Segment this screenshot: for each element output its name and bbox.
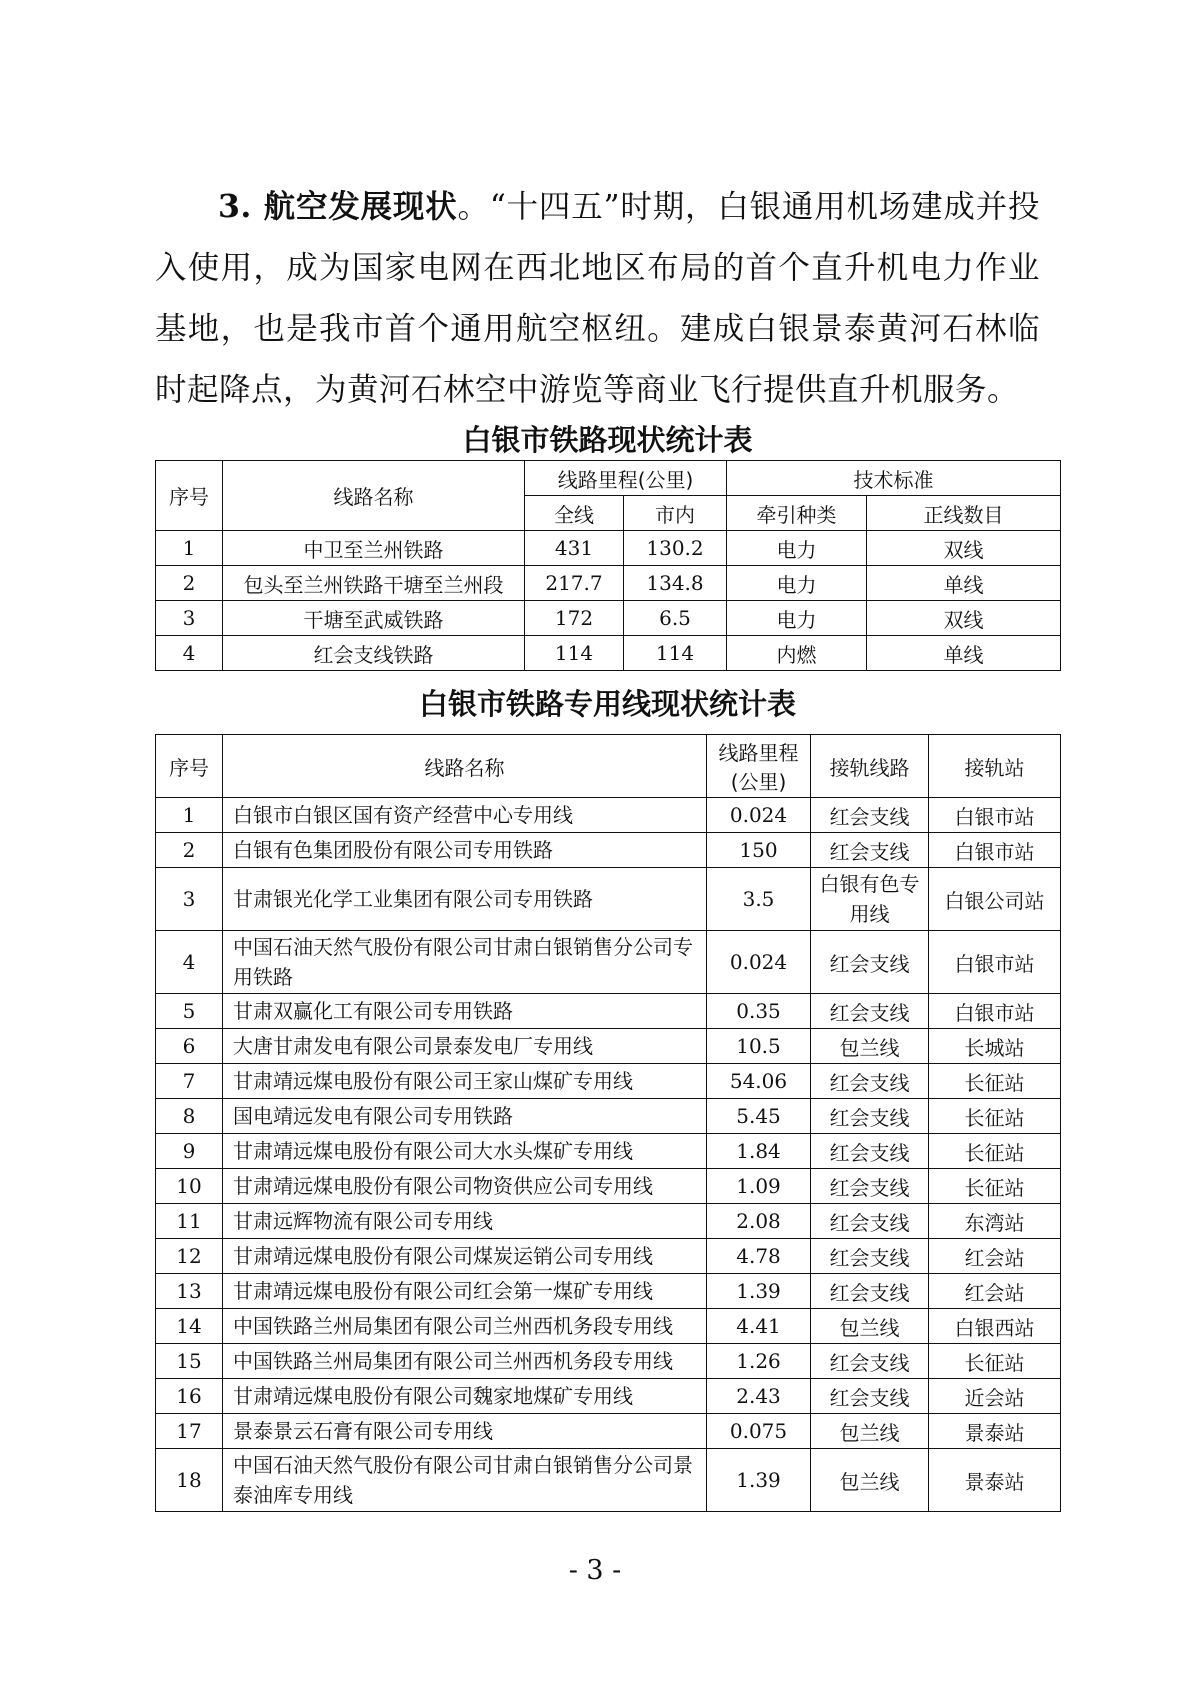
cell-name: 甘肃靖远煤电股份有限公司大水头煤矿专用线 [223, 1134, 707, 1169]
cell-junction-station: 红会站 [929, 1274, 1061, 1309]
cell-name: 中国石油天然气股份有限公司甘肃白银销售分公司专用铁路 [223, 931, 707, 994]
cell-seq: 12 [156, 1239, 223, 1274]
header-mileage: 线路里程(公里) [707, 735, 811, 798]
cell-seq: 2 [156, 566, 223, 601]
cell-name: 包头至兰州铁路干塘至兰州段 [223, 566, 525, 601]
cell-mileage: 5.45 [707, 1099, 811, 1134]
cell-seq: 13 [156, 1274, 223, 1309]
cell-junction-line: 红会支线 [811, 833, 929, 868]
cell-name: 甘肃靖远煤电股份有限公司王家山煤矿专用线 [223, 1064, 707, 1099]
cell-tracks: 双线 [867, 601, 1061, 636]
header-seq: 序号 [156, 461, 223, 531]
cell-traction: 电力 [727, 566, 867, 601]
cell-junction-station: 长征站 [929, 1064, 1061, 1099]
cell-mileage: 0.35 [707, 994, 811, 1029]
cell-junction-line: 红会支线 [811, 1274, 929, 1309]
cell-junction-station: 长征站 [929, 1169, 1061, 1204]
header-seq: 序号 [156, 735, 223, 798]
cell-junction-line: 包兰线 [811, 1029, 929, 1064]
table-row [156, 1169, 1061, 1204]
cell-tracks: 双线 [867, 531, 1061, 566]
cell-seq: 14 [156, 1309, 223, 1344]
table2-title: 白银市铁路专用线现状统计表 [418, 687, 796, 721]
cell-city: 130.2 [624, 531, 727, 566]
cell-junction-line: 红会支线 [811, 1204, 929, 1239]
cell-city: 134.8 [624, 566, 727, 601]
cell-mileage: 4.41 [707, 1309, 811, 1344]
cell-junction-station: 白银市站 [929, 931, 1061, 994]
cell-junction-station: 景泰站 [929, 1449, 1061, 1512]
cell-name: 中国铁路兰州局集团有限公司兰州西机务段专用线 [223, 1344, 707, 1379]
cell-seq: 18 [156, 1449, 223, 1512]
cell-total: 172 [525, 601, 624, 636]
cell-seq: 8 [156, 1099, 223, 1134]
aviation-paragraph [155, 176, 1040, 421]
table-row [156, 531, 1061, 566]
cell-junction-station: 长征站 [929, 1344, 1061, 1379]
cell-name: 白银有色集团股份有限公司专用铁路 [223, 833, 707, 868]
table-row [156, 566, 1061, 601]
table-row [156, 931, 1061, 994]
cell-mileage: 0.024 [707, 798, 811, 833]
table-row [156, 868, 1061, 931]
cell-name: 中国石油天然气股份有限公司甘肃白银销售分公司景泰油库专用线 [223, 1449, 707, 1512]
cell-junction-line: 红会支线 [811, 1379, 929, 1414]
cell-mileage: 2.43 [707, 1379, 811, 1414]
cell-name: 甘肃双赢化工有限公司专用铁路 [223, 994, 707, 1029]
cell-junction-station: 长城站 [929, 1029, 1061, 1064]
cell-seq: 3 [156, 601, 223, 636]
header-tech: 技术标准 [727, 461, 1061, 496]
cell-seq: 4 [156, 636, 223, 671]
cell-seq: 17 [156, 1414, 223, 1449]
cell-junction-line: 红会支线 [811, 1134, 929, 1169]
table-row [156, 1379, 1061, 1414]
cell-seq: 11 [156, 1204, 223, 1239]
cell-junction-line: 包兰线 [811, 1309, 929, 1344]
cell-city: 114 [624, 636, 727, 671]
cell-name: 甘肃靖远煤电股份有限公司煤炭运销公司专用线 [223, 1239, 707, 1274]
cell-mileage: 1.09 [707, 1169, 811, 1204]
cell-seq: 9 [156, 1134, 223, 1169]
cell-mileage: 54.06 [707, 1064, 811, 1099]
cell-junction-station: 近会站 [929, 1379, 1061, 1414]
cell-name: 甘肃银光化学工业集团有限公司专用铁路 [223, 868, 707, 931]
cell-name: 红会支线铁路 [223, 636, 525, 671]
cell-junction-station: 长征站 [929, 1099, 1061, 1134]
cell-mileage: 3.5 [707, 868, 811, 931]
cell-mileage: 2.08 [707, 1204, 811, 1239]
cell-total: 114 [525, 636, 624, 671]
table-row [156, 1309, 1061, 1344]
cell-name: 白银市白银区国有资产经营中心专用线 [223, 798, 707, 833]
cell-junction-line: 包兰线 [811, 1414, 929, 1449]
table-row [156, 798, 1061, 833]
cell-junction-station: 长征站 [929, 1134, 1061, 1169]
cell-seq: 10 [156, 1169, 223, 1204]
table-row [156, 636, 1061, 671]
cell-name: 中国铁路兰州局集团有限公司兰州西机务段专用线 [223, 1309, 707, 1344]
cell-junction-line: 红会支线 [811, 1169, 929, 1204]
cell-name: 甘肃靖远煤电股份有限公司红会第一煤矿专用线 [223, 1274, 707, 1309]
cell-junction-station: 东湾站 [929, 1204, 1061, 1239]
table-row [156, 1274, 1061, 1309]
cell-name: 国电靖远发电有限公司专用铁路 [223, 1099, 707, 1134]
cell-junction-station: 红会站 [929, 1239, 1061, 1274]
cell-seq: 2 [156, 833, 223, 868]
cell-seq: 3 [156, 868, 223, 931]
railway-siding-table [155, 734, 1061, 1512]
paragraph-heading: 3. 航空发展现状 [218, 188, 458, 225]
cell-name: 甘肃靖远煤电股份有限公司魏家地煤矿专用线 [223, 1379, 707, 1414]
cell-mileage: 150 [707, 833, 811, 868]
table1-title: 白银市铁路现状统计表 [462, 423, 753, 457]
table-row [156, 833, 1061, 868]
paragraph-body: 。“十四五”时期，白银通用机场建成并投入使用，成为国家电网在西北地区布局的首个直升机电力作业基地，也是我市首个通用航空枢纽。建成白银景泰黄河石林临时起降点，为黄河石林空中游览等商业飞行提供直升机服务。 [155, 189, 1040, 408]
railway-status-table [155, 460, 1061, 671]
cell-name: 中卫至兰州铁路 [223, 531, 525, 566]
cell-junction-station: 白银西站 [929, 1309, 1061, 1344]
cell-name: 干塘至武威铁路 [223, 601, 525, 636]
cell-city: 6.5 [624, 601, 727, 636]
cell-mileage: 4.78 [707, 1239, 811, 1274]
cell-junction-line: 红会支线 [811, 1239, 929, 1274]
table-row [156, 1029, 1061, 1064]
cell-mileage: 1.39 [707, 1274, 811, 1309]
cell-junction-line: 红会支线 [811, 931, 929, 994]
cell-seq: 1 [156, 531, 223, 566]
cell-junction-line: 红会支线 [811, 798, 929, 833]
cell-traction: 电力 [727, 601, 867, 636]
cell-tracks: 单线 [867, 636, 1061, 671]
cell-junction-station: 白银市站 [929, 798, 1061, 833]
cell-mileage: 1.39 [707, 1449, 811, 1512]
cell-total: 431 [525, 531, 624, 566]
cell-seq: 1 [156, 798, 223, 833]
cell-name: 大唐甘肃发电有限公司景泰发电厂专用线 [223, 1029, 707, 1064]
cell-mileage: 1.84 [707, 1134, 811, 1169]
table-row [156, 601, 1061, 636]
cell-seq: 7 [156, 1064, 223, 1099]
table-row [156, 1064, 1061, 1099]
cell-junction-line: 白银有色专用线 [811, 868, 929, 931]
cell-seq: 5 [156, 994, 223, 1029]
table-row [156, 1449, 1061, 1512]
cell-mileage: 1.26 [707, 1344, 811, 1379]
cell-mileage: 10.5 [707, 1029, 811, 1064]
header-name: 线路名称 [223, 461, 525, 531]
header-tracks: 正线数目 [867, 496, 1061, 531]
table-row [156, 1204, 1061, 1239]
header-junction-line: 接轨线路 [811, 735, 929, 798]
header-city: 市内 [624, 496, 727, 531]
cell-junction-line: 红会支线 [811, 1344, 929, 1379]
cell-mileage: 0.075 [707, 1414, 811, 1449]
cell-tracks: 单线 [867, 566, 1061, 601]
cell-junction-station: 白银公司站 [929, 868, 1061, 931]
cell-name: 甘肃靖远煤电股份有限公司物资供应公司专用线 [223, 1169, 707, 1204]
cell-total: 217.7 [525, 566, 624, 601]
cell-junction-station: 白银市站 [929, 994, 1061, 1029]
table-row [156, 1099, 1061, 1134]
table-row [156, 1414, 1061, 1449]
cell-junction-line: 红会支线 [811, 1064, 929, 1099]
header-total: 全线 [525, 496, 624, 531]
cell-seq: 15 [156, 1344, 223, 1379]
table-row [156, 1344, 1061, 1379]
cell-junction-line: 包兰线 [811, 1449, 929, 1512]
page-number: - 3 - [568, 1555, 622, 1586]
header-mileage: 线路里程(公里) [525, 461, 727, 496]
cell-seq: 16 [156, 1379, 223, 1414]
cell-seq: 6 [156, 1029, 223, 1064]
cell-name: 甘肃远辉物流有限公司专用线 [223, 1204, 707, 1239]
header-name: 线路名称 [223, 735, 707, 798]
cell-traction: 内燃 [727, 636, 867, 671]
cell-traction: 电力 [727, 531, 867, 566]
cell-junction-station: 景泰站 [929, 1414, 1061, 1449]
cell-mileage: 0.024 [707, 931, 811, 994]
cell-junction-line: 红会支线 [811, 1099, 929, 1134]
cell-junction-station: 白银市站 [929, 833, 1061, 868]
header-traction: 牵引种类 [727, 496, 867, 531]
cell-junction-line: 红会支线 [811, 994, 929, 1029]
header-junction-station: 接轨站 [929, 735, 1061, 798]
table-row [156, 1239, 1061, 1274]
cell-seq: 4 [156, 931, 223, 994]
cell-name: 景泰景云石膏有限公司专用线 [223, 1414, 707, 1449]
table-row [156, 1134, 1061, 1169]
table-row [156, 994, 1061, 1029]
